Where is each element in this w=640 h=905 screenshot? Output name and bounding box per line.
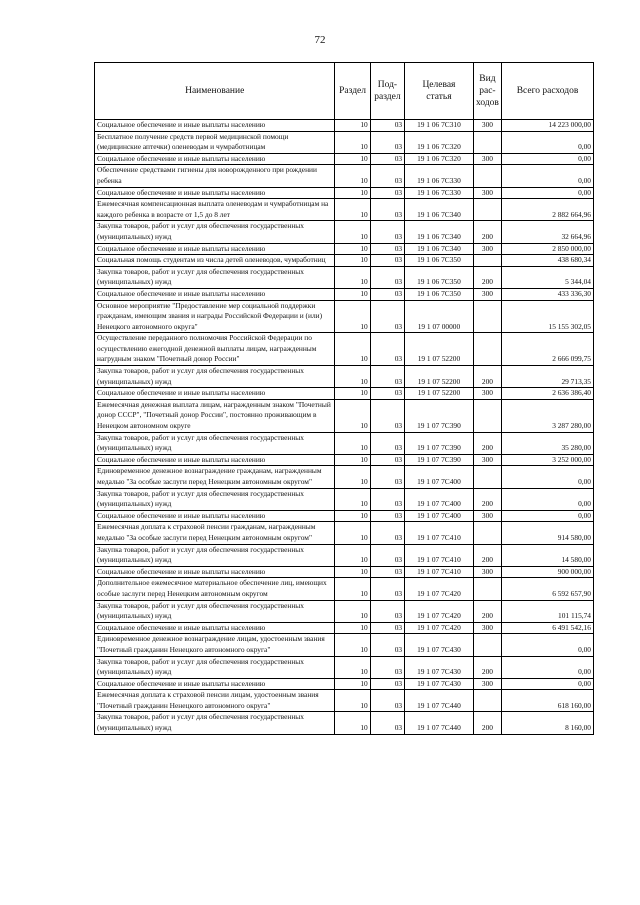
cell-vid: 200 (473, 544, 501, 566)
cell-name: Дополнительное ежемесячное материальное обеспечение лиц, имеющих особые заслуги перед Ненецким автономным округом (95, 578, 335, 600)
table-row (95, 243, 594, 255)
cell-name: Ежемесячная доплата к страховой пенсии гражданам, награжденным медалью "За особые заслуги перед Ненецким автономным округом" (95, 522, 335, 544)
cell-razdel: 10 (335, 712, 370, 734)
cell-vid: 300 (473, 153, 501, 165)
table-row (95, 266, 594, 288)
cell-vsego: 0,00 (502, 510, 594, 522)
page-number: 72 (314, 34, 326, 46)
cell-vid: 300 (473, 510, 501, 522)
cell-podrazdel: 03 (370, 656, 404, 678)
cell-vid: 200 (473, 712, 501, 734)
cell-vid: 300 (473, 454, 501, 466)
cell-vsego: 914 580,00 (502, 522, 594, 544)
cell-podrazdel: 03 (370, 333, 404, 366)
cell-razdel: 10 (335, 466, 370, 488)
cell-podrazdel: 03 (370, 266, 404, 288)
cell-vid: 200 (473, 488, 501, 510)
cell-razdel: 10 (335, 266, 370, 288)
table-header-row (95, 63, 594, 120)
cell-celevaya: 19 1 07 52200 (405, 333, 474, 366)
cell-vsego: 3 252 000,00 (502, 454, 594, 466)
cell-razdel: 10 (335, 388, 370, 400)
cell-podrazdel: 03 (370, 454, 404, 466)
header-name: Наименование (95, 63, 335, 120)
cell-razdel: 10 (335, 678, 370, 690)
cell-podrazdel: 03 (370, 510, 404, 522)
cell-razdel: 10 (335, 488, 370, 510)
cell-celevaya: 19 1 06 7С350 (405, 266, 474, 288)
cell-name: Социальное обеспечение и иные выплаты населению (95, 388, 335, 400)
cell-podrazdel: 03 (370, 300, 404, 333)
cell-celevaya: 19 1 06 7С320 (405, 153, 474, 165)
cell-celevaya: 19 1 07 7С410 (405, 544, 474, 566)
cell-vsego: 0,00 (502, 656, 594, 678)
cell-podrazdel: 03 (370, 678, 404, 690)
cell-celevaya: 19 1 07 52200 (405, 366, 474, 388)
cell-vsego: 900 000,00 (502, 566, 594, 578)
cell-celevaya: 19 1 07 7С430 (405, 634, 474, 656)
table-row (95, 300, 594, 333)
cell-vsego: 0,00 (502, 678, 594, 690)
cell-celevaya: 19 1 06 7С340 (405, 199, 474, 221)
cell-razdel: 10 (335, 153, 370, 165)
cell-podrazdel: 03 (370, 634, 404, 656)
cell-celevaya: 19 1 07 52200 (405, 388, 474, 400)
cell-razdel: 10 (335, 634, 370, 656)
header-podrazdel: Под- раздел (370, 63, 404, 120)
table-row (95, 199, 594, 221)
table-row (95, 656, 594, 678)
cell-celevaya: 19 1 07 7С430 (405, 678, 474, 690)
cell-vid: 200 (473, 600, 501, 622)
table-row (95, 131, 594, 153)
cell-vid: 200 (473, 221, 501, 243)
cell-vsego: 2 636 386,40 (502, 388, 594, 400)
cell-vsego: 0,00 (502, 153, 594, 165)
cell-name: Социальное обеспечение и иные выплаты населению (95, 288, 335, 300)
cell-podrazdel: 03 (370, 690, 404, 712)
cell-razdel: 10 (335, 522, 370, 544)
table-row (95, 399, 594, 432)
cell-vid (473, 300, 501, 333)
cell-podrazdel: 03 (370, 120, 404, 132)
table-row (95, 510, 594, 522)
cell-celevaya: 19 1 06 7С330 (405, 187, 474, 199)
cell-vsego: 0,00 (502, 466, 594, 488)
cell-razdel: 10 (335, 690, 370, 712)
table-row (95, 432, 594, 454)
cell-name: Закупка товаров, работ и услуг для обеспечения государственных (муниципальных) нужд (95, 544, 335, 566)
cell-vid: 300 (473, 187, 501, 199)
cell-razdel: 10 (335, 510, 370, 522)
cell-razdel: 10 (335, 366, 370, 388)
cell-celevaya: 19 1 07 7С400 (405, 488, 474, 510)
cell-podrazdel: 03 (370, 622, 404, 634)
cell-celevaya: 19 1 06 7С340 (405, 221, 474, 243)
cell-vsego: 2 666 099,75 (502, 333, 594, 366)
cell-celevaya: 19 1 07 7С410 (405, 522, 474, 544)
cell-vid (473, 165, 501, 187)
cell-razdel: 10 (335, 600, 370, 622)
cell-vsego: 8 160,00 (502, 712, 594, 734)
cell-vsego: 0,00 (502, 488, 594, 510)
cell-name: Социальное обеспечение и иные выплаты населению (95, 622, 335, 634)
cell-celevaya: 19 1 06 7С350 (405, 255, 474, 267)
cell-vsego: 6 491 542,16 (502, 622, 594, 634)
cell-podrazdel: 03 (370, 712, 404, 734)
cell-name: Единовременное денежное вознаграждение лицам, удостоенным звания "Почетный гражданин Ненецкого автономного округа" (95, 634, 335, 656)
cell-name: Закупка товаров, работ и услуг для обеспечения государственных (муниципальных) нужд (95, 366, 335, 388)
cell-vid (473, 466, 501, 488)
cell-podrazdel: 03 (370, 466, 404, 488)
table-row (95, 255, 594, 267)
cell-podrazdel: 03 (370, 488, 404, 510)
cell-vid: 200 (473, 432, 501, 454)
table-row (95, 187, 594, 199)
cell-podrazdel: 03 (370, 165, 404, 187)
table-row (95, 566, 594, 578)
cell-razdel: 10 (335, 399, 370, 432)
cell-vid (473, 131, 501, 153)
cell-razdel: 10 (335, 454, 370, 466)
cell-vid: 300 (473, 678, 501, 690)
table-row (95, 120, 594, 132)
cell-podrazdel: 03 (370, 399, 404, 432)
cell-vsego: 6 592 657,90 (502, 578, 594, 600)
cell-celevaya: 19 1 07 7С420 (405, 622, 474, 634)
cell-podrazdel: 03 (370, 199, 404, 221)
cell-vsego: 618 160,00 (502, 690, 594, 712)
table-row (95, 600, 594, 622)
cell-celevaya: 19 1 07 7С390 (405, 399, 474, 432)
cell-vsego: 438 680,34 (502, 255, 594, 267)
cell-vid (473, 399, 501, 432)
cell-vid: 300 (473, 243, 501, 255)
cell-vid: 200 (473, 656, 501, 678)
cell-name: Социальное обеспечение и иные выплаты населению (95, 153, 335, 165)
cell-name: Социальное обеспечение и иные выплаты населению (95, 454, 335, 466)
cell-celevaya: 19 1 07 7С420 (405, 578, 474, 600)
cell-razdel: 10 (335, 199, 370, 221)
cell-celevaya: 19 1 07 7С420 (405, 600, 474, 622)
table-row (95, 388, 594, 400)
cell-celevaya: 19 1 07 7С400 (405, 466, 474, 488)
cell-celevaya: 19 1 07 7С440 (405, 690, 474, 712)
cell-vsego: 15 155 302,05 (502, 300, 594, 333)
cell-razdel: 10 (335, 221, 370, 243)
cell-vsego: 14 223 000,00 (502, 120, 594, 132)
cell-podrazdel: 03 (370, 288, 404, 300)
cell-podrazdel: 03 (370, 366, 404, 388)
header-celevaya: Целевая статья (405, 63, 474, 120)
table-row (95, 221, 594, 243)
cell-podrazdel: 03 (370, 187, 404, 199)
cell-vsego: 32 664,96 (502, 221, 594, 243)
cell-razdel: 10 (335, 432, 370, 454)
cell-name: Единовременное денежное вознаграждение гражданам, награжденным медалью "За особые заслуги перед Ненецким автономным округом" (95, 466, 335, 488)
cell-razdel: 10 (335, 622, 370, 634)
cell-podrazdel: 03 (370, 388, 404, 400)
cell-name: Закупка товаров, работ и услуг для обеспечения государственных (муниципальных) нужд (95, 656, 335, 678)
cell-name: Бесплатное получение средств первой медицинской помощи (медицинские аптечки) оленеводам и чумработницам (95, 131, 335, 153)
table-row (95, 578, 594, 600)
cell-celevaya: 19 1 06 7С320 (405, 131, 474, 153)
cell-vid: 200 (473, 266, 501, 288)
cell-celevaya: 19 1 06 7С330 (405, 165, 474, 187)
cell-name: Осуществление переданного полномочия Российской Федерации по осуществлению ежегодной денежной выплаты лицам, награжденным нагрудным знаком "Почетный донор России" (95, 333, 335, 366)
table-row (95, 366, 594, 388)
cell-celevaya: 19 1 07 7С410 (405, 566, 474, 578)
cell-vsego: 0,00 (502, 165, 594, 187)
cell-vsego: 2 850 000,00 (502, 243, 594, 255)
cell-name: Закупка товаров, работ и услуг для обеспечения государственных (муниципальных) нужд (95, 488, 335, 510)
cell-vid (473, 333, 501, 366)
cell-vid (473, 578, 501, 600)
cell-razdel: 10 (335, 187, 370, 199)
budget-table (94, 62, 594, 735)
table-row (95, 454, 594, 466)
table-row (95, 690, 594, 712)
cell-name: Закупка товаров, работ и услуг для обеспечения государственных (муниципальных) нужд (95, 432, 335, 454)
cell-podrazdel: 03 (370, 600, 404, 622)
cell-vsego: 35 280,00 (502, 432, 594, 454)
cell-vid: 300 (473, 288, 501, 300)
cell-celevaya: 19 1 07 00000 (405, 300, 474, 333)
cell-podrazdel: 03 (370, 243, 404, 255)
cell-name: Закупка товаров, работ и услуг для обеспечения государственных (муниципальных) нужд (95, 221, 335, 243)
cell-name: Ежемесячная денежная выплата лицам, награжденным знаком "Почетный донор СССР", "Почетный донор России", постоянно проживающим в Ненецком автономном округе (95, 399, 335, 432)
cell-celevaya: 19 1 06 7С340 (405, 243, 474, 255)
table-row (95, 165, 594, 187)
cell-vsego: 433 336,30 (502, 288, 594, 300)
table-row (95, 153, 594, 165)
cell-celevaya: 19 1 07 7С390 (405, 432, 474, 454)
cell-name: Закупка товаров, работ и услуг для обеспечения государственных (муниципальных) нужд (95, 712, 335, 734)
cell-podrazdel: 03 (370, 566, 404, 578)
header-razdel: Раздел (335, 63, 370, 120)
cell-celevaya: 19 1 07 7С400 (405, 510, 474, 522)
cell-vsego: 101 115,74 (502, 600, 594, 622)
table-row (95, 622, 594, 634)
cell-name: Социальная помощь студентам из числа детей оленеводов, чумработниц (95, 255, 335, 267)
table-row (95, 522, 594, 544)
cell-vid (473, 199, 501, 221)
cell-razdel: 10 (335, 544, 370, 566)
cell-name: Социальное обеспечение и иные выплаты населению (95, 120, 335, 132)
cell-name: Основное мероприятие "Предоставление мер социальной поддержки гражданам, имеющим звания и награды Российской Федерации и (или) Ненецкого автономного округа" (95, 300, 335, 333)
cell-vid: 300 (473, 622, 501, 634)
cell-name: Ежемесячная доплата к страховой пенсии лицам, удостоенным звания "Почетный гражданин Ненецкого автономного округа" (95, 690, 335, 712)
cell-vsego: 3 287 280,00 (502, 399, 594, 432)
cell-podrazdel: 03 (370, 221, 404, 243)
cell-vid: 300 (473, 388, 501, 400)
cell-vid (473, 522, 501, 544)
table-body (95, 120, 594, 735)
cell-podrazdel: 03 (370, 153, 404, 165)
cell-razdel: 10 (335, 288, 370, 300)
header-vid: Вид рас- ходов (473, 63, 501, 120)
table-row (95, 333, 594, 366)
cell-podrazdel: 03 (370, 432, 404, 454)
cell-name: Обеспечение средствами гигиены для новорожденного при рождении ребенка (95, 165, 335, 187)
cell-celevaya: 19 1 07 7С430 (405, 656, 474, 678)
table-row (95, 288, 594, 300)
header-vsego: Всего расходов (502, 63, 594, 120)
cell-vsego: 5 344,04 (502, 266, 594, 288)
cell-name: Закупка товаров, работ и услуг для обеспечения государственных (муниципальных) нужд (95, 600, 335, 622)
cell-vid (473, 255, 501, 267)
cell-razdel: 10 (335, 120, 370, 132)
cell-name: Закупка товаров, работ и услуг для обеспечения государственных (муниципальных) нужд (95, 266, 335, 288)
cell-name: Социальное обеспечение и иные выплаты населению (95, 510, 335, 522)
cell-razdel: 10 (335, 243, 370, 255)
cell-celevaya: 19 1 07 7С390 (405, 454, 474, 466)
cell-name: Социальное обеспечение и иные выплаты населению (95, 678, 335, 690)
table-row (95, 488, 594, 510)
cell-podrazdel: 03 (370, 522, 404, 544)
cell-vid (473, 690, 501, 712)
cell-podrazdel: 03 (370, 544, 404, 566)
cell-celevaya: 19 1 06 7С350 (405, 288, 474, 300)
cell-vid (473, 634, 501, 656)
cell-vsego: 2 882 664,96 (502, 199, 594, 221)
cell-vsego: 14 580,00 (502, 544, 594, 566)
cell-name: Социальное обеспечение и иные выплаты населению (95, 566, 335, 578)
cell-name: Ежемесячная компенсационная выплата оленеводам и чумработницам на каждого ребенка в возрасте от 1,5 до 8 лет (95, 199, 335, 221)
table-row (95, 678, 594, 690)
cell-razdel: 10 (335, 333, 370, 366)
table-row (95, 466, 594, 488)
cell-vid: 300 (473, 566, 501, 578)
cell-vid: 300 (473, 120, 501, 132)
cell-name: Социальное обеспечение и иные выплаты населению (95, 187, 335, 199)
cell-podrazdel: 03 (370, 578, 404, 600)
cell-podrazdel: 03 (370, 255, 404, 267)
cell-vsego: 0,00 (502, 187, 594, 199)
cell-vsego: 0,00 (502, 634, 594, 656)
table-row (95, 544, 594, 566)
cell-razdel: 10 (335, 255, 370, 267)
cell-celevaya: 19 1 07 7С440 (405, 712, 474, 734)
cell-vsego: 0,00 (502, 131, 594, 153)
cell-vid: 200 (473, 366, 501, 388)
cell-celevaya: 19 1 06 7С310 (405, 120, 474, 132)
table-row (95, 712, 594, 734)
cell-razdel: 10 (335, 578, 370, 600)
cell-razdel: 10 (335, 300, 370, 333)
cell-name: Социальное обеспечение и иные выплаты населению (95, 243, 335, 255)
cell-razdel: 10 (335, 566, 370, 578)
cell-razdel: 10 (335, 131, 370, 153)
table-row (95, 634, 594, 656)
cell-razdel: 10 (335, 656, 370, 678)
cell-vsego: 29 713,35 (502, 366, 594, 388)
cell-razdel: 10 (335, 165, 370, 187)
cell-podrazdel: 03 (370, 131, 404, 153)
